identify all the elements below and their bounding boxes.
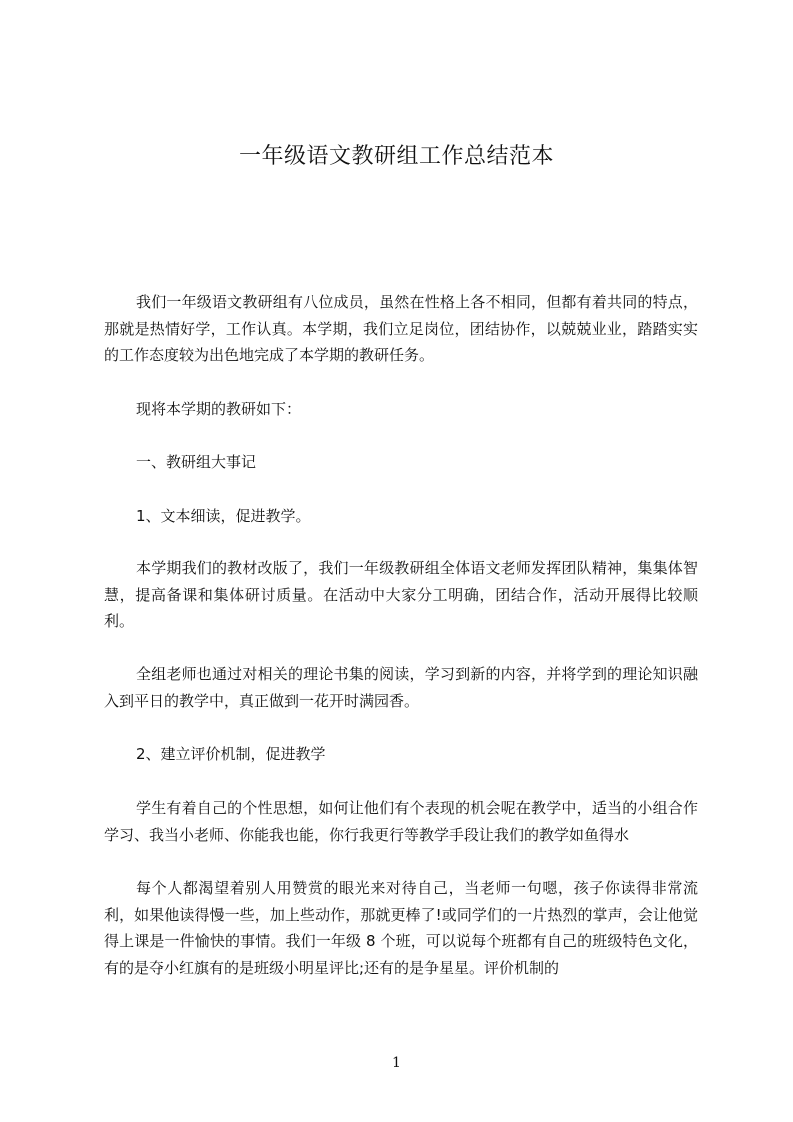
subsection-heading-1: 1、文本细读，促进教学。	[136, 507, 311, 525]
paragraph-students: 学生有着自己的个性思想，如何让他们有个表现的机会呢在教学中，适当的小组合作学习、我当小老师、你能我也能，你行我更行等教学手段让我们的教学如鱼得水	[104, 799, 698, 844]
paragraph-theory: 全组老师也通过对相关的理论书集的阅读，学习到新的内容，并将学到的理论知识融入到平日的教学中，真正做到一花开时满园香。	[104, 665, 698, 710]
paragraph-intro: 我们一年级语文教研组有八位成员，虽然在性格上各不相同，但都有着共同的特点，那就是热情好学，工作认真。本学期，我们立足岗位，团结协作，以兢兢业业，踏踏实实的工作态度较为出色地完成了本学期的教研任务。	[104, 293, 698, 364]
page-number: 1	[392, 1055, 401, 1071]
paragraph-overview: 现将本学期的教研如下：	[136, 400, 302, 418]
section-heading-1: 一、教研组大事记	[136, 453, 257, 471]
document-title: 一年级语文教研组工作总结范本	[238, 144, 554, 169]
subsection-heading-2: 2、建立评价机制，促进教学	[136, 745, 326, 763]
paragraph-evaluation: 每个人都渴望着别人用赞赏的眼光来对待自己，当老师一句嗯，孩子你读得非常流利，如果他读得慢一些，加上些动作，那就更棒了!或同学们的一片热烈的掌声，会让他觉得上课是一件愉快的事情。我们一年级 8 个班，可以说每个班都有自己的班级特色文化，有的是夺小红旗有的是班级小明星评比;还有的是争星星。评价机制的	[104, 879, 698, 977]
paragraph-textbook: 本学期我们的教材改版了，我们一年级教研组全体语文老师发挥团队精神，集集体智慧，提高备课和集体研讨质量。在活动中大家分工明确，团结合作，活动开展得比较顺利。	[104, 559, 698, 630]
